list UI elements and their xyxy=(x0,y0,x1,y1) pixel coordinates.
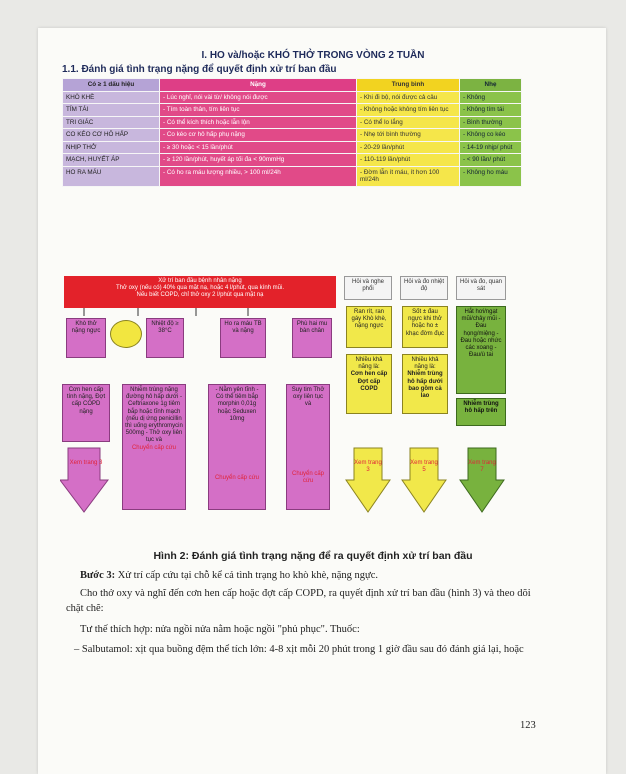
severity-table xyxy=(62,78,522,187)
severe-initial-treatment-banner xyxy=(64,276,336,308)
table-cell: MẠCH, HUYẾT ÁP xyxy=(63,154,160,167)
pink-edema-box: Phù hai mu bàn chân xyxy=(292,318,332,358)
table-cell: - Không co kéo xyxy=(460,129,522,142)
table-row xyxy=(63,154,522,167)
table-cell: - Đờm lẫn ít máu, ít hơn 100 ml/24h xyxy=(357,166,460,186)
table-cell: - Không ho máu xyxy=(460,166,522,186)
table-row xyxy=(63,141,522,154)
table-cell: TRI GIÁC xyxy=(63,116,160,129)
table-cell: - 20-29 lần/phút xyxy=(357,141,460,154)
table-cell: - Không xyxy=(460,91,522,104)
see-page-5-ref: Xem trang 5 xyxy=(410,460,438,474)
table-cell: - Nhẹ tới bình thường xyxy=(357,129,460,142)
likely-diagnosis: Cơn hen cấp Đợt cấp COPD xyxy=(350,371,388,392)
paragraph-position: Tư thế thích hợp: nửa ngồi nửa nằm hoặc ngồi "phủ phục". Thuốc: xyxy=(80,624,360,635)
pink-heart-failure-text: Suy tim Thở oxy liên tục và xyxy=(291,387,325,408)
see-page-3-ref: Xem trang 3 xyxy=(69,460,103,466)
step-text: Xử trí cấp cứu tại chỗ kể cả tình trạng ho khò khè, nặng ngực. xyxy=(115,570,379,581)
yellow-lower-infection-box xyxy=(402,354,448,414)
ask-observe-box: Hỏi và đo, quan sát xyxy=(456,276,506,300)
banner-line: Xử trí ban đầu bệnh nhân nặng xyxy=(158,278,242,284)
yellow-wheeze-box: Ran rít, ran gáy Khò khè, nặng ngực xyxy=(346,306,392,348)
emergency-transfer-label: Chuyển cấp cứu xyxy=(291,470,325,484)
table-cell: - Không tím tái xyxy=(460,104,522,117)
table-row xyxy=(63,166,522,186)
likely-label: Nhiều khả năng là: xyxy=(411,357,439,371)
table-cell: TÍM TÁI xyxy=(63,104,160,117)
section-subtitle: 1.1. Đánh giá tình trạng nặng để quyết định xử trí ban đầu xyxy=(62,64,337,75)
likely-label: Nhiều khả năng là: xyxy=(355,357,383,371)
table-cell: - Không hoặc không tím liên tục xyxy=(357,104,460,117)
table-cell: - Bình thường xyxy=(460,116,522,129)
pink-hemoptysis-treatment-text: - Nằm yên tĩnh - Có thể tiêm bắp morphin 0,01g hoặc Seduxen 10mg xyxy=(215,387,259,422)
pink-fever-box: Nhiệt độ ≥ 38°C xyxy=(146,318,184,358)
table-row xyxy=(63,129,522,142)
header-severe: Nặng xyxy=(160,79,357,92)
emergency-transfer-label: Chuyển cấp cứu xyxy=(131,444,177,451)
table-cell: - ≥ 30 hoặc < 15 lần/phút xyxy=(160,141,357,154)
table-cell: - Tím toàn thân, tím liên tục xyxy=(160,104,357,117)
table-cell: - Có ho ra máu lượng nhiều, > 100 ml/24h xyxy=(160,166,357,186)
paragraph-step-3 xyxy=(80,568,540,583)
green-upper-infection-box: Nhiễm trùng hô hấp trên xyxy=(456,398,506,426)
table-cell: - < 90 lần/ phút xyxy=(460,154,522,167)
banner-line: Nếu biết COPD, chỉ thở oxy 2 l/phút qua mặt nạ xyxy=(136,292,264,299)
table-cell: - Co kéo cơ hô hấp phụ nặng xyxy=(160,129,357,142)
table-cell: - 110-119 lần/phút xyxy=(357,154,460,167)
table-cell: KHÒ KHÈ xyxy=(63,91,160,104)
likely-diagnosis: Nhiễm trùng hô hấp dưới bao gồm cả lao xyxy=(407,371,443,399)
table-cell: - ≥ 120 lần/phút, huyết áp tối đa < 90mmHg xyxy=(160,154,357,167)
banner-line: Thở oxy (nếu có) 40% qua mặt nạ, hoặc 4 l/phút, qua kính mũi. xyxy=(115,285,285,292)
table-cell: - Lúc nghỉ, nói vài từ/ không nói được xyxy=(160,91,357,104)
table-row xyxy=(63,116,522,129)
header-moderate: Trung bình xyxy=(357,79,460,92)
ask-listen-lungs-box: Hỏi và nghe phổi xyxy=(344,276,392,300)
page-number: 123 xyxy=(520,720,536,731)
connector-arrows xyxy=(60,306,520,318)
header-mild: Nhẹ xyxy=(460,79,522,92)
table-header-row xyxy=(63,79,522,92)
reference-arrows xyxy=(60,440,520,520)
yellow-oval xyxy=(110,320,142,348)
table-row xyxy=(63,104,522,117)
ask-measure-temperature-box: Hỏi và đo nhiệt độ xyxy=(400,276,448,300)
emergency-transfer-label: Chuyển cấp cứu xyxy=(214,474,260,481)
paragraph-salbutamol: – Salbutamol: xịt qua buồng đệm thể tích lớn: 4-8 xịt mỗi 20 phút trong 1 giờ đầu sau đó đánh giá lại, hoặc xyxy=(74,644,524,655)
table-cell: - Có thể kích thích hoặc lẫn lộn xyxy=(160,116,357,129)
see-page-7-ref: Xem trang 7 xyxy=(468,460,496,474)
pink-wheeze-chest-box: Khò thở nặng ngực xyxy=(66,318,106,358)
header-signs: Có ≥ 1 dấu hiệu xyxy=(63,79,160,92)
table-cell: - Khi đi bộ, nói được cả câu xyxy=(357,91,460,104)
step-label: Bước 3: xyxy=(80,570,116,581)
pink-lower-infection-text: Nhiễm trùng nặng đường hô hấp dưới - Ceftriaxone 1g tiêm bắp hoặc tĩnh mạch (nếu dị ứng penicillin thì uống erythromycin 500mg - Thở oxy liên tục và xyxy=(125,387,183,444)
green-upper-symptoms-box: Hắt hơi/ngạt mũi/chảy mũi - Đau họng/miệng - Đau hoặc nhức các xoang - Đau/ù tai xyxy=(456,306,506,394)
table-cell: NHỊP THỞ xyxy=(63,141,160,154)
pink-hemoptysis-box: Ho ra máu TB và nặng xyxy=(220,318,266,358)
see-page-3-ref: Xem trang 3 xyxy=(354,460,382,474)
table-cell: CO KÉO CƠ HÔ HẤP xyxy=(63,129,160,142)
yellow-fever-box: Sốt ± đau ngực khi thở hoặc ho ± khạc đờm đục xyxy=(402,306,448,348)
yellow-asthma-copd-box xyxy=(346,354,392,414)
pink-asthma-copd-box: Cơn hen cấp tính nặng, Đợt cấp COPD nặng xyxy=(62,384,110,442)
paragraph-oxygen: Cho thở oxy và nghĩ đến cơn hen cấp hoặc đợt cấp COPD, ra quyết định xử trí ban đầu (hình 3) và theo dõi chặt chẽ: xyxy=(66,588,531,615)
section-title: I. HO và/hoặc KHÓ THỞ TRONG VÒNG 2 TUẦN xyxy=(201,50,425,61)
table-cell: HO RA MÁU xyxy=(63,166,160,186)
table-cell: - 14-19 nhịp/ phút xyxy=(460,141,522,154)
figure-caption: Hình 2: Đánh giá tình trạng nặng để ra quyết định xử trí ban đầu xyxy=(153,550,473,562)
table-cell: - Có thể lo lắng xyxy=(357,116,460,129)
table-row xyxy=(63,91,522,104)
